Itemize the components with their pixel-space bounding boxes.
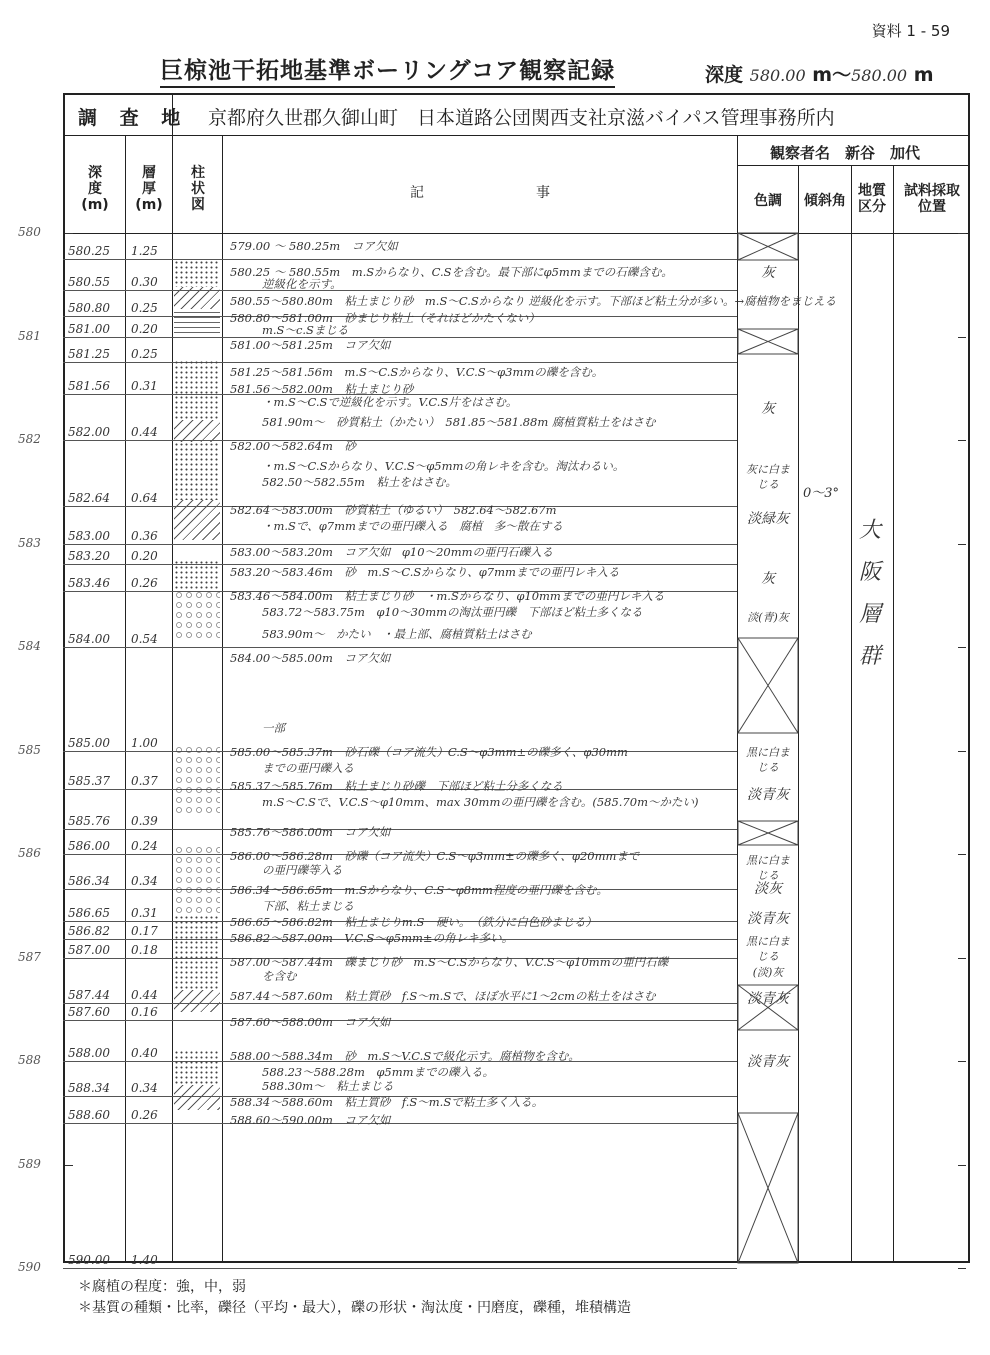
color-value: (淡)灰 bbox=[752, 966, 784, 979]
layer-thickness: 0.20 bbox=[131, 549, 158, 564]
layer-thickness: 0.17 bbox=[131, 923, 158, 938]
geological-unit: 大阪層群 bbox=[858, 518, 881, 669]
layer-thickness: 0.31 bbox=[131, 906, 158, 921]
layer-thickness: 0.26 bbox=[131, 576, 158, 591]
layer-depth: 586.65 bbox=[68, 906, 110, 921]
layer-depth: 588.34 bbox=[68, 1081, 110, 1096]
layer-thickness: 0.64 bbox=[131, 491, 158, 506]
color-value: 黒に白まじる bbox=[746, 746, 790, 774]
layer-thickness: 0.44 bbox=[131, 425, 158, 439]
col-line-3 bbox=[222, 135, 223, 1263]
layer-thickness: 0.31 bbox=[131, 379, 158, 394]
layer-depth: 584.00 bbox=[68, 632, 110, 646]
col-line-2 bbox=[172, 135, 173, 1263]
record-line: ・m.S〜C.Sで逆級化を示す。V.C.S片をはさむ。 bbox=[262, 395, 518, 409]
columns-divider bbox=[63, 233, 970, 234]
record-line: 582.00〜582.64m 砂 bbox=[230, 439, 356, 453]
pattern-gravel bbox=[174, 745, 220, 815]
dip-value: 0〜3° bbox=[803, 486, 840, 501]
layer-depth: 585.76 bbox=[68, 814, 110, 829]
layer-thickness: 0.34 bbox=[131, 1081, 158, 1096]
scale-label: 588 bbox=[18, 1053, 41, 1067]
layer-depth: 586.82 bbox=[68, 923, 110, 938]
layer-depth: 586.34 bbox=[68, 874, 110, 889]
scale-tick bbox=[65, 233, 73, 234]
record-line: 逆級化を示す。 bbox=[262, 277, 342, 291]
record-line: 581.90m〜 砂質粘土（かたい） 581.85〜581.88m 腐植質粘土をはさむ bbox=[262, 415, 656, 429]
layer-boundary bbox=[63, 1123, 737, 1124]
record-line: 581.25〜581.56m m.S〜C.Sからなり、V.C.S〜φ3mmの礫を含む。 bbox=[230, 365, 604, 379]
record-line: 588.60〜590.00m コア欠如 bbox=[230, 1113, 391, 1127]
layer-thickness: 0.16 bbox=[131, 1004, 158, 1019]
depth-from: 580.00 bbox=[749, 66, 806, 85]
pattern-sandy-clay-3 bbox=[174, 500, 220, 540]
layer-depth: 585.37 bbox=[68, 773, 110, 788]
layer-thickness: 0.39 bbox=[131, 814, 158, 829]
record-line: ・m.S〜C.Sからなり、V.C.S〜φ5mmの角レキを含む。淘汰わるい。 bbox=[262, 459, 625, 473]
record-line: の亜円礫等入る bbox=[262, 863, 343, 877]
note-2: ＊基質の種類・比率，礫径（平均・最大），礫の形状・淘汰度・円磨度，礫種，堆積構造 bbox=[78, 1300, 631, 1316]
observer-divider bbox=[737, 165, 970, 166]
col-line-7 bbox=[893, 165, 894, 1263]
location-text: 京都府久世郡久御山町 日本道路公団関西支社京滋バイパス管理事務所内 bbox=[208, 107, 835, 129]
layer-thickness: 0.36 bbox=[131, 528, 158, 543]
record-line: を含む bbox=[262, 969, 297, 983]
record-line: m.S〜C.Sで、V.C.S〜φ10mm、max 30mmの亜円礫を含む。(585.70m〜かたい) bbox=[262, 795, 699, 809]
color-value: 淡青灰 bbox=[747, 787, 789, 803]
scale-label: 583 bbox=[18, 535, 41, 550]
layer-depth: 588.00 bbox=[68, 1046, 110, 1060]
scale-label: 590 bbox=[18, 1260, 41, 1274]
record-line: までの亜円礫入る bbox=[262, 761, 354, 775]
depth-column-header: 深 度 (m) bbox=[81, 165, 109, 213]
layer-boundary bbox=[63, 1268, 737, 1269]
record-line: 583.20〜583.46m 砂 m.S〜C.Sからなり、φ7mmまでの亜円レキ入る bbox=[230, 565, 620, 579]
record-line: ・m.Sで、φ7mmまでの亜円礫入る 腐植 多〜散在する bbox=[262, 519, 563, 533]
pattern-sand-3 bbox=[174, 442, 220, 500]
unit-column-header: 地質 区分 bbox=[858, 183, 886, 215]
col-line-6 bbox=[851, 165, 852, 1263]
record-line: 581.00〜581.25m コア欠如 bbox=[230, 338, 391, 352]
depth-sep: 〜 bbox=[832, 64, 852, 86]
record-line: 586.82〜587.00m V.C.S〜φ5mm±の角レキ多い。 bbox=[230, 931, 514, 945]
sample-column-header: 試料採取 位置 bbox=[904, 183, 960, 215]
pattern-sandy-clay-5 bbox=[174, 1085, 220, 1110]
pattern-clay bbox=[174, 309, 220, 337]
pattern-sandy-clay-4 bbox=[174, 990, 220, 1012]
col-line-1 bbox=[125, 135, 126, 1263]
scale-label: 582 bbox=[18, 432, 41, 446]
layer-depth: 581.25 bbox=[68, 347, 110, 362]
record-line: 586.65〜586.82m 粘土まじりm.S 硬い。 （鉄分に白色砂まじる） bbox=[230, 915, 597, 929]
color-value: 灰 bbox=[761, 401, 775, 417]
layer-depth: 581.00 bbox=[68, 321, 110, 336]
scale-tick-right bbox=[958, 337, 966, 338]
pattern-gravelly-sand bbox=[174, 590, 220, 640]
record-line: 587.44〜587.60m 粘土質砂 f.S〜m.Sで、ほぼ水平に1〜2cmの粘土をはさむ bbox=[230, 989, 656, 1003]
record-line: 下部、粘土まじる bbox=[262, 899, 354, 913]
pattern-sandy-clay-2 bbox=[174, 420, 220, 442]
scale-tick-right bbox=[958, 958, 966, 959]
record-line: 584.00〜585.00m コア欠如 bbox=[230, 651, 391, 665]
scale-tick-right bbox=[958, 233, 966, 234]
record-line: 585.76〜586.00m コア欠如 bbox=[230, 825, 391, 839]
scale-tick-right bbox=[958, 647, 966, 648]
record-line: 582.64〜583.00m 砂質粘土（ゆるい） 582.64〜582.67m bbox=[230, 503, 557, 517]
layer-thickness: 0.44 bbox=[131, 988, 158, 1003]
layer-thickness: 0.40 bbox=[131, 1046, 158, 1060]
layer-thickness: 0.30 bbox=[131, 274, 158, 289]
layer-thickness: 0.37 bbox=[131, 773, 158, 788]
color-value: 淡青灰 bbox=[747, 911, 789, 927]
layer-thickness: 0.24 bbox=[131, 839, 158, 853]
layer-depth: 586.00 bbox=[68, 839, 110, 853]
color-column-header: 色調 bbox=[754, 193, 782, 209]
color-value: 淡青灰 bbox=[747, 1054, 789, 1070]
page-title: 巨椋池干拓地基準ボーリングコア観察記録 bbox=[160, 52, 615, 88]
pattern-gravel-2 bbox=[174, 845, 220, 915]
record-line: 581.56〜582.00m 粘土まじり砂 bbox=[230, 382, 414, 396]
scale-tick-right bbox=[958, 751, 966, 752]
layer-depth: 582.64 bbox=[68, 491, 110, 506]
scale-label: 585 bbox=[18, 742, 41, 757]
scale-tick-right bbox=[958, 1165, 966, 1166]
depth-unit: m bbox=[812, 64, 833, 86]
record-line: 580.25 〜 580.55m m.Sからなり、C.Sを含む。最下部にφ5mmまでの石礫含む。 bbox=[230, 265, 673, 279]
layer-depth: 587.00 bbox=[68, 942, 110, 957]
record-line: 587.60〜588.00m コア欠如 bbox=[230, 1015, 391, 1029]
record-line: 582.50〜582.55m 粘土をはさむ。 bbox=[262, 475, 457, 489]
pattern-sand-2 bbox=[174, 360, 220, 420]
record-line: 585.00〜585.37m 砂石礫（コア流失）C.S〜φ3mm±の礫多く、φ30mm bbox=[230, 745, 628, 759]
depth-to: 580.00 bbox=[851, 66, 908, 85]
color-value: 淡灰 bbox=[754, 881, 782, 897]
pattern-sand-4 bbox=[174, 560, 220, 590]
layer-boundary bbox=[63, 1020, 737, 1021]
record-line: 583.72〜583.75m φ10〜30mmの淘汰亜円礫 下部ほど粘土多くなる bbox=[262, 605, 643, 619]
layer-depth: 580.25 bbox=[68, 243, 110, 258]
layer-depth: 583.46 bbox=[68, 576, 110, 591]
missing-core-marks bbox=[738, 233, 798, 1263]
layer-depth: 582.00 bbox=[68, 425, 110, 439]
scale-label: 580 bbox=[18, 225, 41, 239]
record-line: 588.23〜588.28m φ5mmまでの礫入る。 bbox=[262, 1065, 495, 1079]
scale-tick-right bbox=[958, 1268, 966, 1269]
record-line: 586.34〜586.65m m.Sからなり、C.S〜φ8mm程度の亜円礫を含む。 bbox=[230, 883, 608, 897]
color-value: 淡(青)灰 bbox=[747, 611, 789, 624]
record-line: 588.34〜588.60m 粘土質砂 f.S〜m.Sで粘土多く入る。 bbox=[230, 1095, 544, 1109]
layer-thickness: 1.00 bbox=[131, 735, 158, 750]
pattern-sand-6 bbox=[174, 1050, 220, 1085]
layer-thickness: 0.18 bbox=[131, 942, 158, 957]
survey-site-label: 調 査 地 bbox=[78, 107, 189, 129]
scale-label: 581 bbox=[18, 328, 41, 343]
pattern-sand bbox=[174, 260, 220, 287]
layer-thickness: 0.25 bbox=[131, 347, 158, 362]
record-line: 585.37〜585.76m 粘土まじり砂礫 下部ほど粘土分多くなる bbox=[230, 779, 563, 793]
record-line: 580.80〜581.00m 砂まじり粘土（それほどかたくない） bbox=[230, 311, 540, 325]
scale-tick-right bbox=[958, 854, 966, 855]
layer-depth: 583.20 bbox=[68, 549, 110, 564]
record-line: 580.55〜580.80m 粘土まじり砂 m.S〜C.Sからなり 逆級化を示す。下部ほど粘土分が多い。→腐植物をまじえる bbox=[230, 294, 837, 308]
record-line: 一部 bbox=[262, 721, 285, 735]
layer-depth: 590.00 bbox=[68, 1253, 110, 1267]
layer-depth: 585.00 bbox=[68, 735, 110, 750]
layer-boundary bbox=[63, 290, 737, 291]
color-value: 淡緑灰 bbox=[747, 511, 789, 527]
layer-depth: 580.80 bbox=[68, 300, 110, 315]
scale-label: 587 bbox=[18, 949, 41, 964]
layer-boundary bbox=[63, 440, 737, 441]
record-line: 583.90m〜 かたい ・最上部、腐植質粘土はさむ bbox=[262, 627, 532, 641]
color-value: 灰に白まじる bbox=[746, 463, 790, 491]
color-value: 淡青灰 bbox=[747, 991, 789, 1007]
scale-label: 584 bbox=[18, 639, 41, 653]
layer-depth: 581.56 bbox=[68, 379, 110, 394]
layer-depth: 580.55 bbox=[68, 274, 110, 289]
record-line: 583.00〜583.20m コア欠如 φ10〜20mmの亜円石礫入る bbox=[230, 545, 554, 559]
layer-depth: 588.60 bbox=[68, 1108, 110, 1123]
scale-tick-right bbox=[958, 1061, 966, 1062]
layer-boundary bbox=[63, 829, 737, 830]
scale-label: 586 bbox=[18, 846, 41, 860]
color-value: 灰 bbox=[761, 265, 775, 281]
thickness-column-header: 層 厚 (m) bbox=[135, 165, 163, 213]
color-value: 黒に白まじる bbox=[746, 935, 790, 963]
layer-boundary bbox=[63, 647, 737, 648]
scale-tick-right bbox=[958, 544, 966, 545]
column-diagram-header: 柱 状 図 bbox=[191, 165, 205, 213]
color-value: 灰 bbox=[761, 571, 775, 587]
record-line: 587.00〜587.44m 礫まじり砂 m.S〜C.Sからなり、V.C.S〜φ10mmの亜円石礫 bbox=[230, 955, 669, 969]
record-line: m.S〜c.Sまじる bbox=[262, 323, 349, 337]
layer-boundary bbox=[63, 337, 737, 338]
layer-thickness: 0.20 bbox=[131, 321, 158, 336]
layer-boundary bbox=[63, 259, 737, 260]
color-value: 黒に白まじる bbox=[746, 854, 790, 882]
observer-name: 観察者名 新谷 加代 bbox=[770, 144, 921, 162]
record-line: 588.00〜588.34m 砂 m.S〜V.C.Sで級化示す。腐植物を含む。 bbox=[230, 1049, 580, 1063]
layer-thickness: 0.25 bbox=[131, 300, 158, 315]
layer-thickness: 0.54 bbox=[131, 632, 158, 646]
scale-label: 589 bbox=[18, 1156, 41, 1171]
depth-label: 深度 bbox=[705, 64, 744, 86]
layer-thickness: 0.26 bbox=[131, 1108, 158, 1123]
depth-unit2: m bbox=[913, 64, 934, 86]
scale-tick bbox=[65, 1165, 73, 1166]
scale-tick-right bbox=[958, 440, 966, 441]
record-line: 583.46〜584.00m 粘土まじり砂 ・m.Sからなり、φ10mmまでの亜円レキ入る bbox=[230, 589, 665, 603]
layer-depth: 583.00 bbox=[68, 528, 110, 543]
note-1: ＊腐植の程度：強，中，弱 bbox=[78, 1279, 246, 1295]
layer-thickness: 0.34 bbox=[131, 874, 158, 889]
depth-range bbox=[705, 60, 934, 87]
record-line: 588.30m〜 粘土まじる bbox=[262, 1079, 394, 1093]
record-line: 579.00 〜 580.25m コア欠如 bbox=[230, 239, 398, 253]
document-reference: 資料 1 - 59 bbox=[871, 22, 950, 40]
layer-depth: 587.44 bbox=[68, 988, 110, 1003]
record-line: 586.00〜586.28m 砂礫（コア流失）C.S〜φ3mm±の礫多く、φ20mmまで bbox=[230, 849, 640, 863]
pattern-sand-5 bbox=[174, 915, 220, 990]
layer-depth: 587.60 bbox=[68, 1004, 110, 1019]
dip-column-header: 傾斜角 bbox=[804, 193, 846, 209]
layer-thickness: 1.40 bbox=[131, 1253, 158, 1267]
header-divider bbox=[63, 135, 970, 136]
layer-thickness: 1.25 bbox=[131, 243, 158, 258]
pattern-sandy-clay bbox=[174, 287, 220, 309]
record-column-header: 記 事 bbox=[410, 185, 550, 201]
